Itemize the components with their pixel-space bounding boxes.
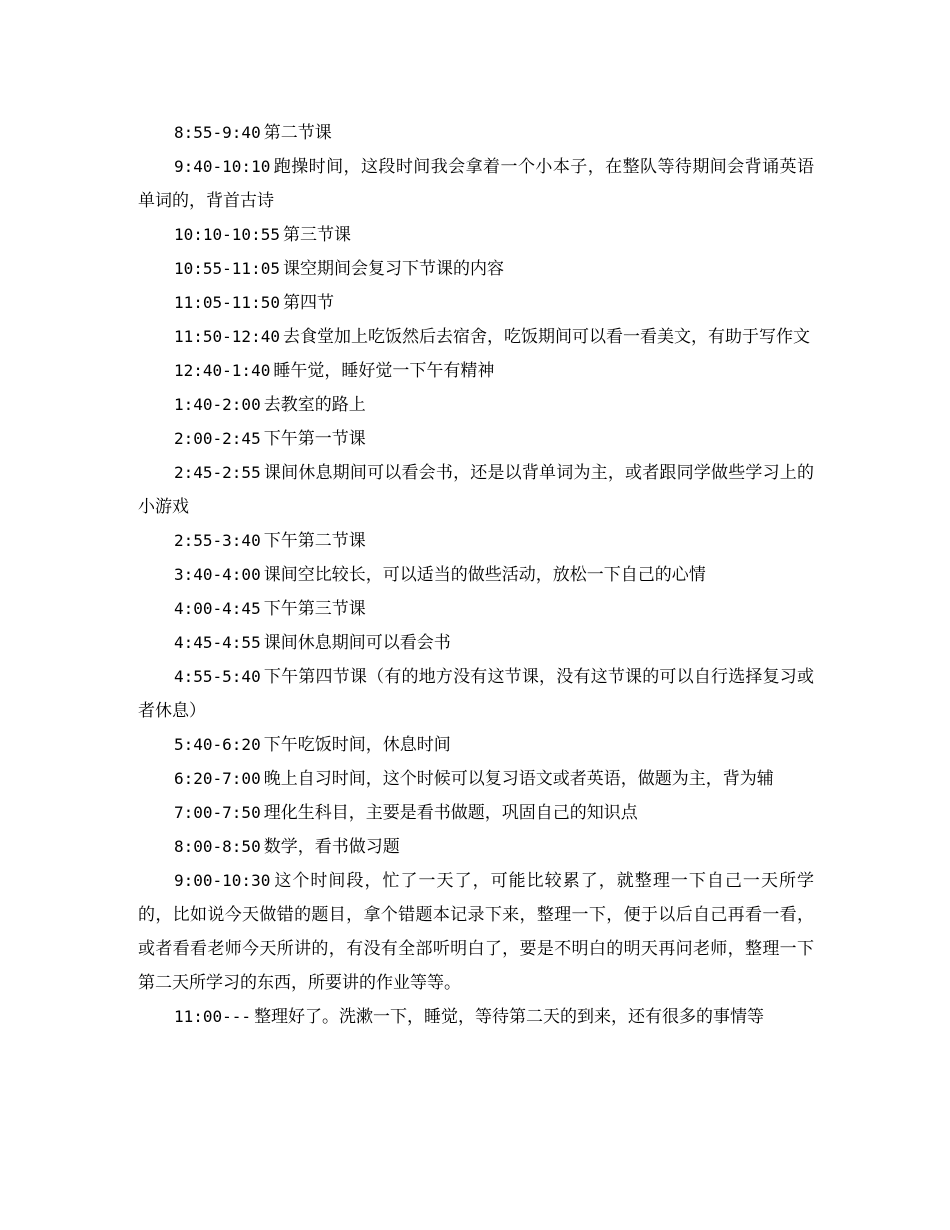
paragraph-14 (138, 660, 814, 728)
paragraph-text: 下午第三节课 (263, 599, 366, 619)
paragraph-text: 去食堂加上吃饭然后去宿舍，吃饭期间可以看一看美文，有助于写作文 (282, 327, 810, 347)
paragraph-text: 数学，看书做习题 (263, 837, 400, 857)
paragraph-16 (138, 762, 814, 796)
paragraph-text: 课间休息期间可以看会书 (263, 633, 451, 653)
time-range: 2:45-2:55 (174, 463, 261, 482)
time-range: 11:00--- (174, 1007, 252, 1026)
paragraph-text: 整理好了。洗漱一下，睡觉，等待第二天的到来，还有很多的事情等 (254, 1007, 765, 1027)
paragraph-text: 下午吃饭时间，休息时间 (263, 735, 451, 755)
paragraph-text: 去教室的路上 (263, 395, 366, 415)
paragraph-2 (138, 218, 814, 252)
paragraph-10 (138, 524, 814, 558)
time-range: 1:40-2:00 (174, 395, 261, 414)
paragraph-text: 这个时间段，忙了一天了，可能比较累了，就整理一下自己一天所学的，比如说今天做错的题目，拿个错题本记录下来，整理一下，便于以后自己再看一看，或者看看老师今天所讲的，有没有全部听明白了，要是不明白的明天再问老师，整理一下第二天所学习的东西，所要讲的作业等等。 (138, 871, 814, 993)
paragraph-text: 下午第四节课（有的地方没有这节课，没有这节课的可以自行选择复习或者休息） (138, 667, 814, 721)
paragraph-text: 第三节课 (282, 225, 351, 245)
paragraph-text: 课间休息期间可以看会书，还是以背单词为主，或者跟同学做些学习上的小游戏 (138, 463, 814, 517)
document-body (138, 116, 814, 1034)
paragraph-7 (138, 388, 814, 422)
paragraph-9 (138, 456, 814, 524)
paragraph-20 (138, 1000, 814, 1034)
paragraph-11 (138, 558, 814, 592)
paragraph-13 (138, 626, 814, 660)
paragraph-text: 课间空比较长，可以适当的做些活动，放松一下自己的心情 (263, 565, 706, 585)
paragraph-19 (138, 864, 814, 1000)
paragraph-3 (138, 252, 814, 286)
paragraph-18 (138, 830, 814, 864)
paragraph-text: 跑操时间，这段时间我会拿着一个小本子，在整队等待期间会背诵英语单词的，背首古诗 (138, 157, 814, 211)
paragraph-text: 下午第二节课 (263, 531, 366, 551)
paragraph-text: 第四节 (282, 293, 334, 313)
paragraph-text: 睡午觉，睡好觉一下午有精神 (273, 361, 495, 381)
time-range: 12:40-1:40 (174, 361, 271, 380)
paragraph-5 (138, 320, 814, 354)
paragraph-0 (138, 116, 814, 150)
paragraph-text: 晚上自习时间，这个时候可以复习语文或者英语，做题为主，背为辅 (263, 769, 774, 789)
time-range: 2:00-2:45 (174, 429, 261, 448)
paragraph-text: 理化生科目，主要是看书做题，巩固自己的知识点 (263, 803, 638, 823)
time-range: 10:55-11:05 (174, 259, 280, 278)
time-range: 2:55-3:40 (174, 531, 261, 550)
paragraph-17 (138, 796, 814, 830)
paragraph-15 (138, 728, 814, 762)
paragraph-text: 下午第一节课 (263, 429, 366, 449)
time-range: 8:55-9:40 (174, 123, 261, 142)
paragraph-text: 第二节课 (263, 123, 332, 143)
paragraph-8 (138, 422, 814, 456)
time-range: 8:00-8:50 (174, 837, 261, 856)
time-range: 11:50-12:40 (174, 327, 280, 346)
time-range: 10:10-10:55 (174, 225, 280, 244)
paragraph-6 (138, 354, 814, 388)
time-range: 4:00-4:45 (174, 599, 261, 618)
paragraph-text: 课空期间会复习下节课的内容 (282, 259, 504, 279)
time-range: 4:55-5:40 (174, 667, 261, 686)
time-range: 11:05-11:50 (174, 293, 280, 312)
time-range: 4:45-4:55 (174, 633, 261, 652)
time-range: 6:20-7:00 (174, 769, 261, 788)
time-range: 3:40-4:00 (174, 565, 261, 584)
time-range: 9:40-10:10 (174, 157, 271, 176)
time-range: 7:00-7:50 (174, 803, 261, 822)
time-range: 9:00-10:30 (174, 871, 271, 890)
paragraph-1 (138, 150, 814, 218)
time-range: 5:40-6:20 (174, 735, 261, 754)
paragraph-4 (138, 286, 814, 320)
paragraph-12 (138, 592, 814, 626)
